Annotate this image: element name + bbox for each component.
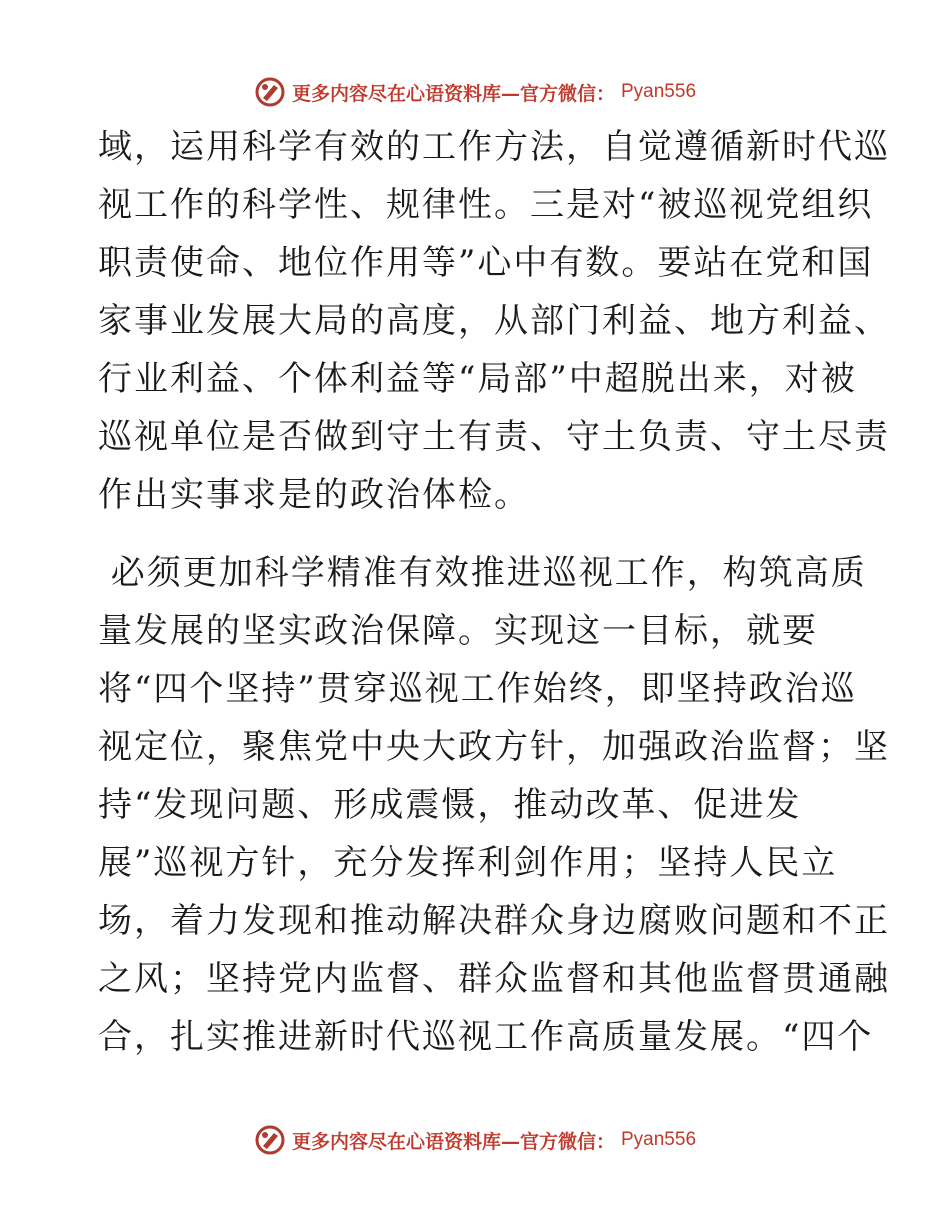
watermark-wechat-id: Pyan556: [621, 1129, 697, 1150]
brand-logo-icon: [254, 76, 286, 108]
text-line: 视工作的科学性、规律性。三是对“被巡视党组织: [98, 185, 874, 225]
document-body: [98, 118, 890, 1124]
text-line: 展”巡视方针，充分发挥利剑作用；坚持人民立: [98, 843, 838, 883]
text-line: 量发展的坚实政治保障。实现这一目标，就要: [98, 611, 818, 651]
watermark-text: 更多内容尽在心语资料库—官方微信：: [291, 1130, 615, 1153]
paragraph-spacer: [98, 524, 858, 544]
text-line: 合，扎实推进新时代巡视工作高质量发展。“四个: [98, 1017, 874, 1057]
text-line: 行业利益、个体利益等“局部”中超脱出来，对被: [98, 359, 857, 399]
paragraph: [98, 118, 890, 524]
header-watermark: [0, 72, 950, 112]
watermark-text: 更多内容尽在心语资料库—官方微信：: [291, 82, 615, 105]
text-line: 作出实事求是的政治体检。: [98, 475, 530, 515]
text-line: 持“发现问题、形成震慑，推动改革、促进发: [98, 785, 802, 825]
text-line: [98, 1066, 858, 1124]
text-line: 之风；坚持党内监督、群众监督和其他监督贯通融: [98, 959, 890, 999]
text-line: 巡视单位是否做到守土有责、守土负责、守土尽责: [98, 417, 890, 457]
watermark-wechat-id: Pyan556: [621, 81, 697, 102]
text-line: 职责使命、地位作用等”心中有数。要站在党和国: [98, 243, 874, 283]
text-line: 必须更加科学精准有效推进巡视工作，构筑高质: [98, 553, 867, 593]
footer-watermark: [0, 1120, 950, 1160]
text-line: 视定位，聚焦党中央大政方针，加强政治监督；坚: [98, 727, 890, 767]
brand-logo-icon: [254, 1124, 286, 1156]
text-line: 域，运用科学有效的工作方法，自觉遵循新时代巡: [98, 127, 890, 167]
paragraph: [98, 544, 890, 1124]
text-line: 家事业发展大局的高度，从部门利益、地方利益、: [98, 301, 890, 341]
text-line: 将“四个坚持”贯穿巡视工作始终，即坚持政治巡: [98, 669, 857, 709]
text-line: 场，着力发现和推动解决群众身边腐败问题和不正: [98, 901, 890, 941]
